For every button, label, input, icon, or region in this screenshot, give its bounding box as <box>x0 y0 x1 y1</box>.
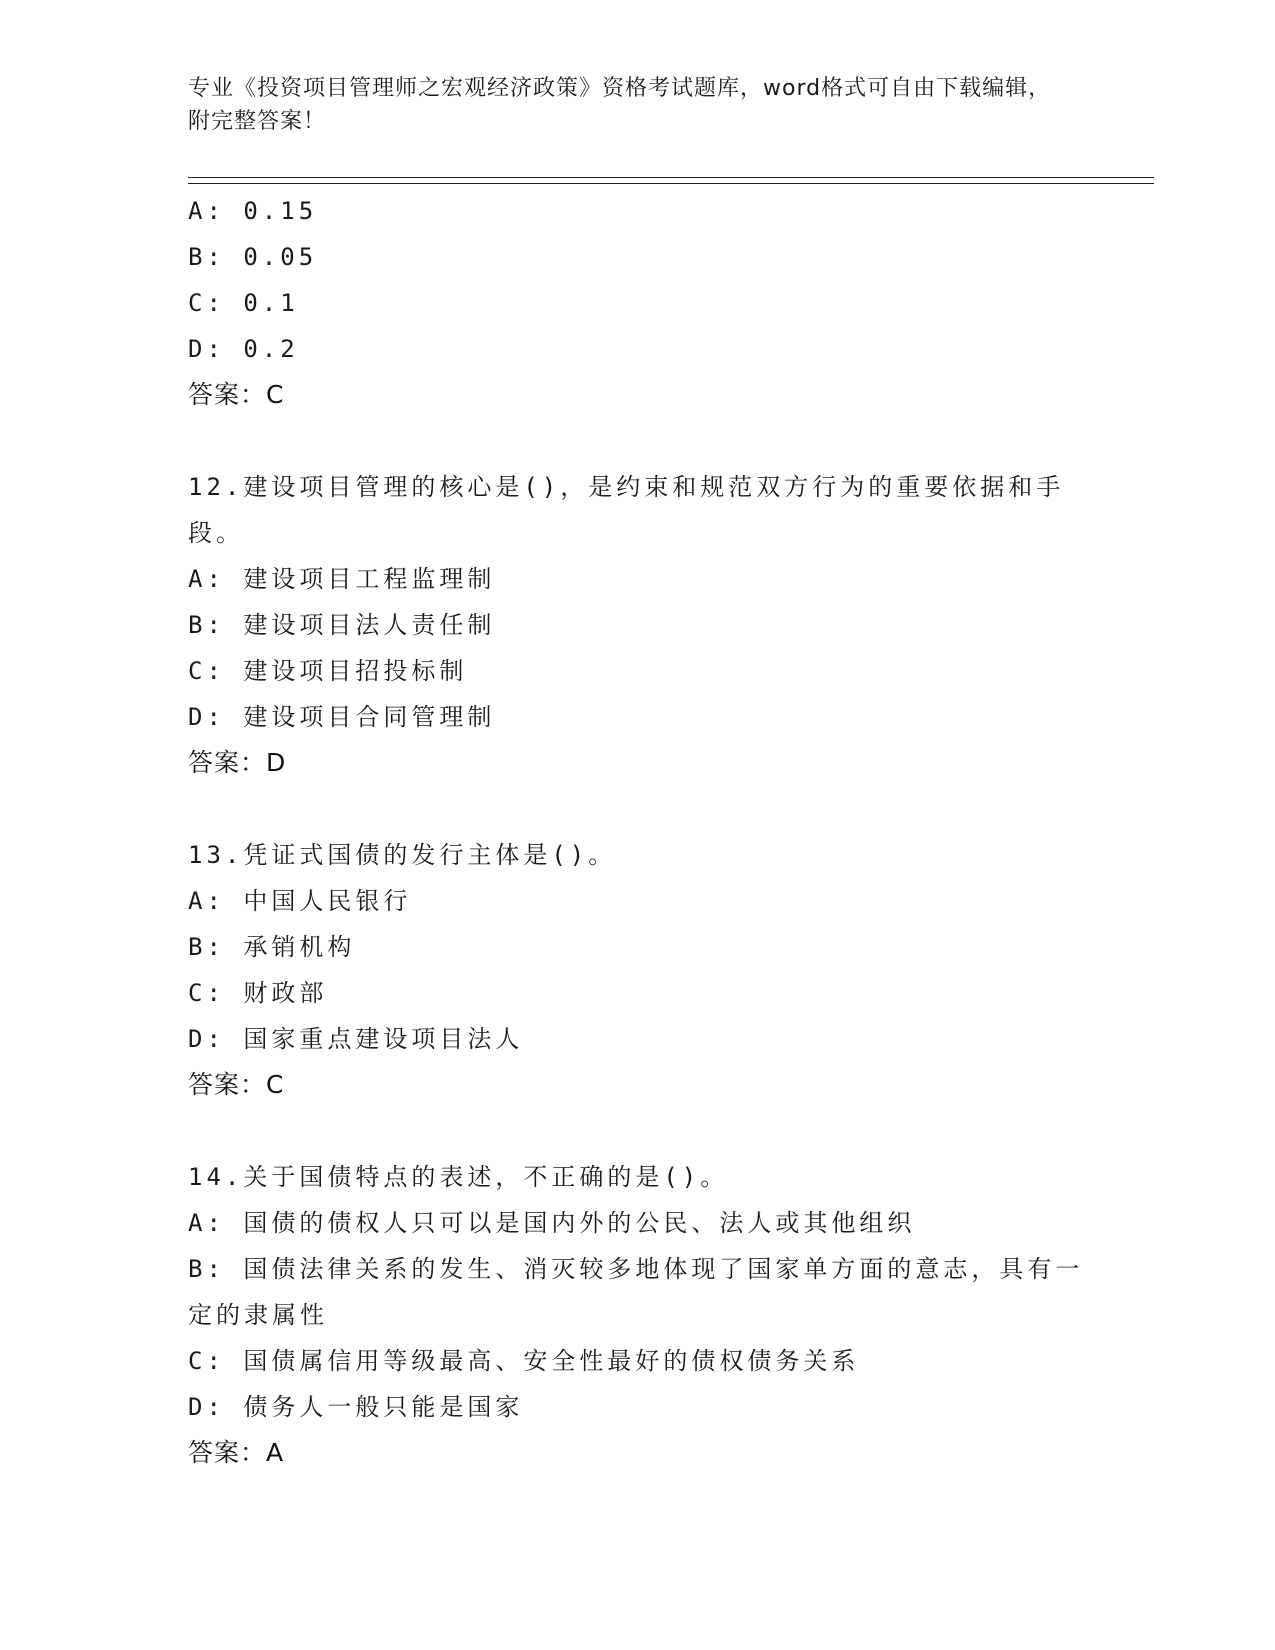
option-b: B: 国债法律关系的发生、消灭较多地体现了国家单方面的意志，具有一定的隶属性 <box>188 1255 1084 1329</box>
question-14 <box>188 1154 1088 1476</box>
question-13 <box>188 832 1088 1108</box>
document-header: 专业《投资项目管理师之宏观经济政策》资格考试题库，word格式可自由下载编辑，附完整答案！ <box>188 76 1052 134</box>
option-c: C: 建设项目招投标制 <box>188 657 468 685</box>
spacer <box>188 786 1088 832</box>
option-d: D: 建设项目合同管理制 <box>188 703 496 731</box>
option-d: D: 国家重点建设项目法人 <box>188 1025 524 1053</box>
option-d: D: 0.2 <box>188 335 299 363</box>
question-stem: 14.关于国债特点的表述，不正确的是()。 <box>188 1163 729 1191</box>
option-b: B: 承销机构 <box>188 933 356 961</box>
option-c: C: 国债属信用等级最高、安全性最好的债权债务关系 <box>188 1347 860 1375</box>
question-list <box>188 188 1088 1476</box>
answer: 答案：C <box>188 380 285 409</box>
answer: 答案：D <box>188 748 287 777</box>
option-d: D: 债务人一般只能是国家 <box>188 1393 524 1421</box>
option-a: A: 中国人民银行 <box>188 887 412 915</box>
answer: 答案：C <box>188 1070 285 1099</box>
option-a: A: 0.15 <box>188 197 318 225</box>
spacer <box>188 418 1088 464</box>
question-stem: 13.凭证式国债的发行主体是()。 <box>188 841 617 869</box>
option-a: A: 国债的债权人只可以是国内外的公民、法人或其他组织 <box>188 1209 916 1237</box>
spacer <box>188 1108 1088 1154</box>
option-a: A: 建设项目工程监理制 <box>188 565 496 593</box>
option-b: B: 建设项目法人责任制 <box>188 611 496 639</box>
question-11 <box>188 188 1088 418</box>
option-c: C: 财政部 <box>188 979 328 1007</box>
option-c: C: 0.1 <box>188 289 299 317</box>
answer: 答案：A <box>188 1438 285 1467</box>
question-12 <box>188 464 1088 786</box>
question-stem: 12.建设项目管理的核心是()，是约束和规范双方行为的重要依据和手段。 <box>188 473 1065 547</box>
header-rule-top <box>188 177 1154 178</box>
option-b: B: 0.05 <box>188 243 318 271</box>
header-rule-bottom <box>188 183 1154 184</box>
